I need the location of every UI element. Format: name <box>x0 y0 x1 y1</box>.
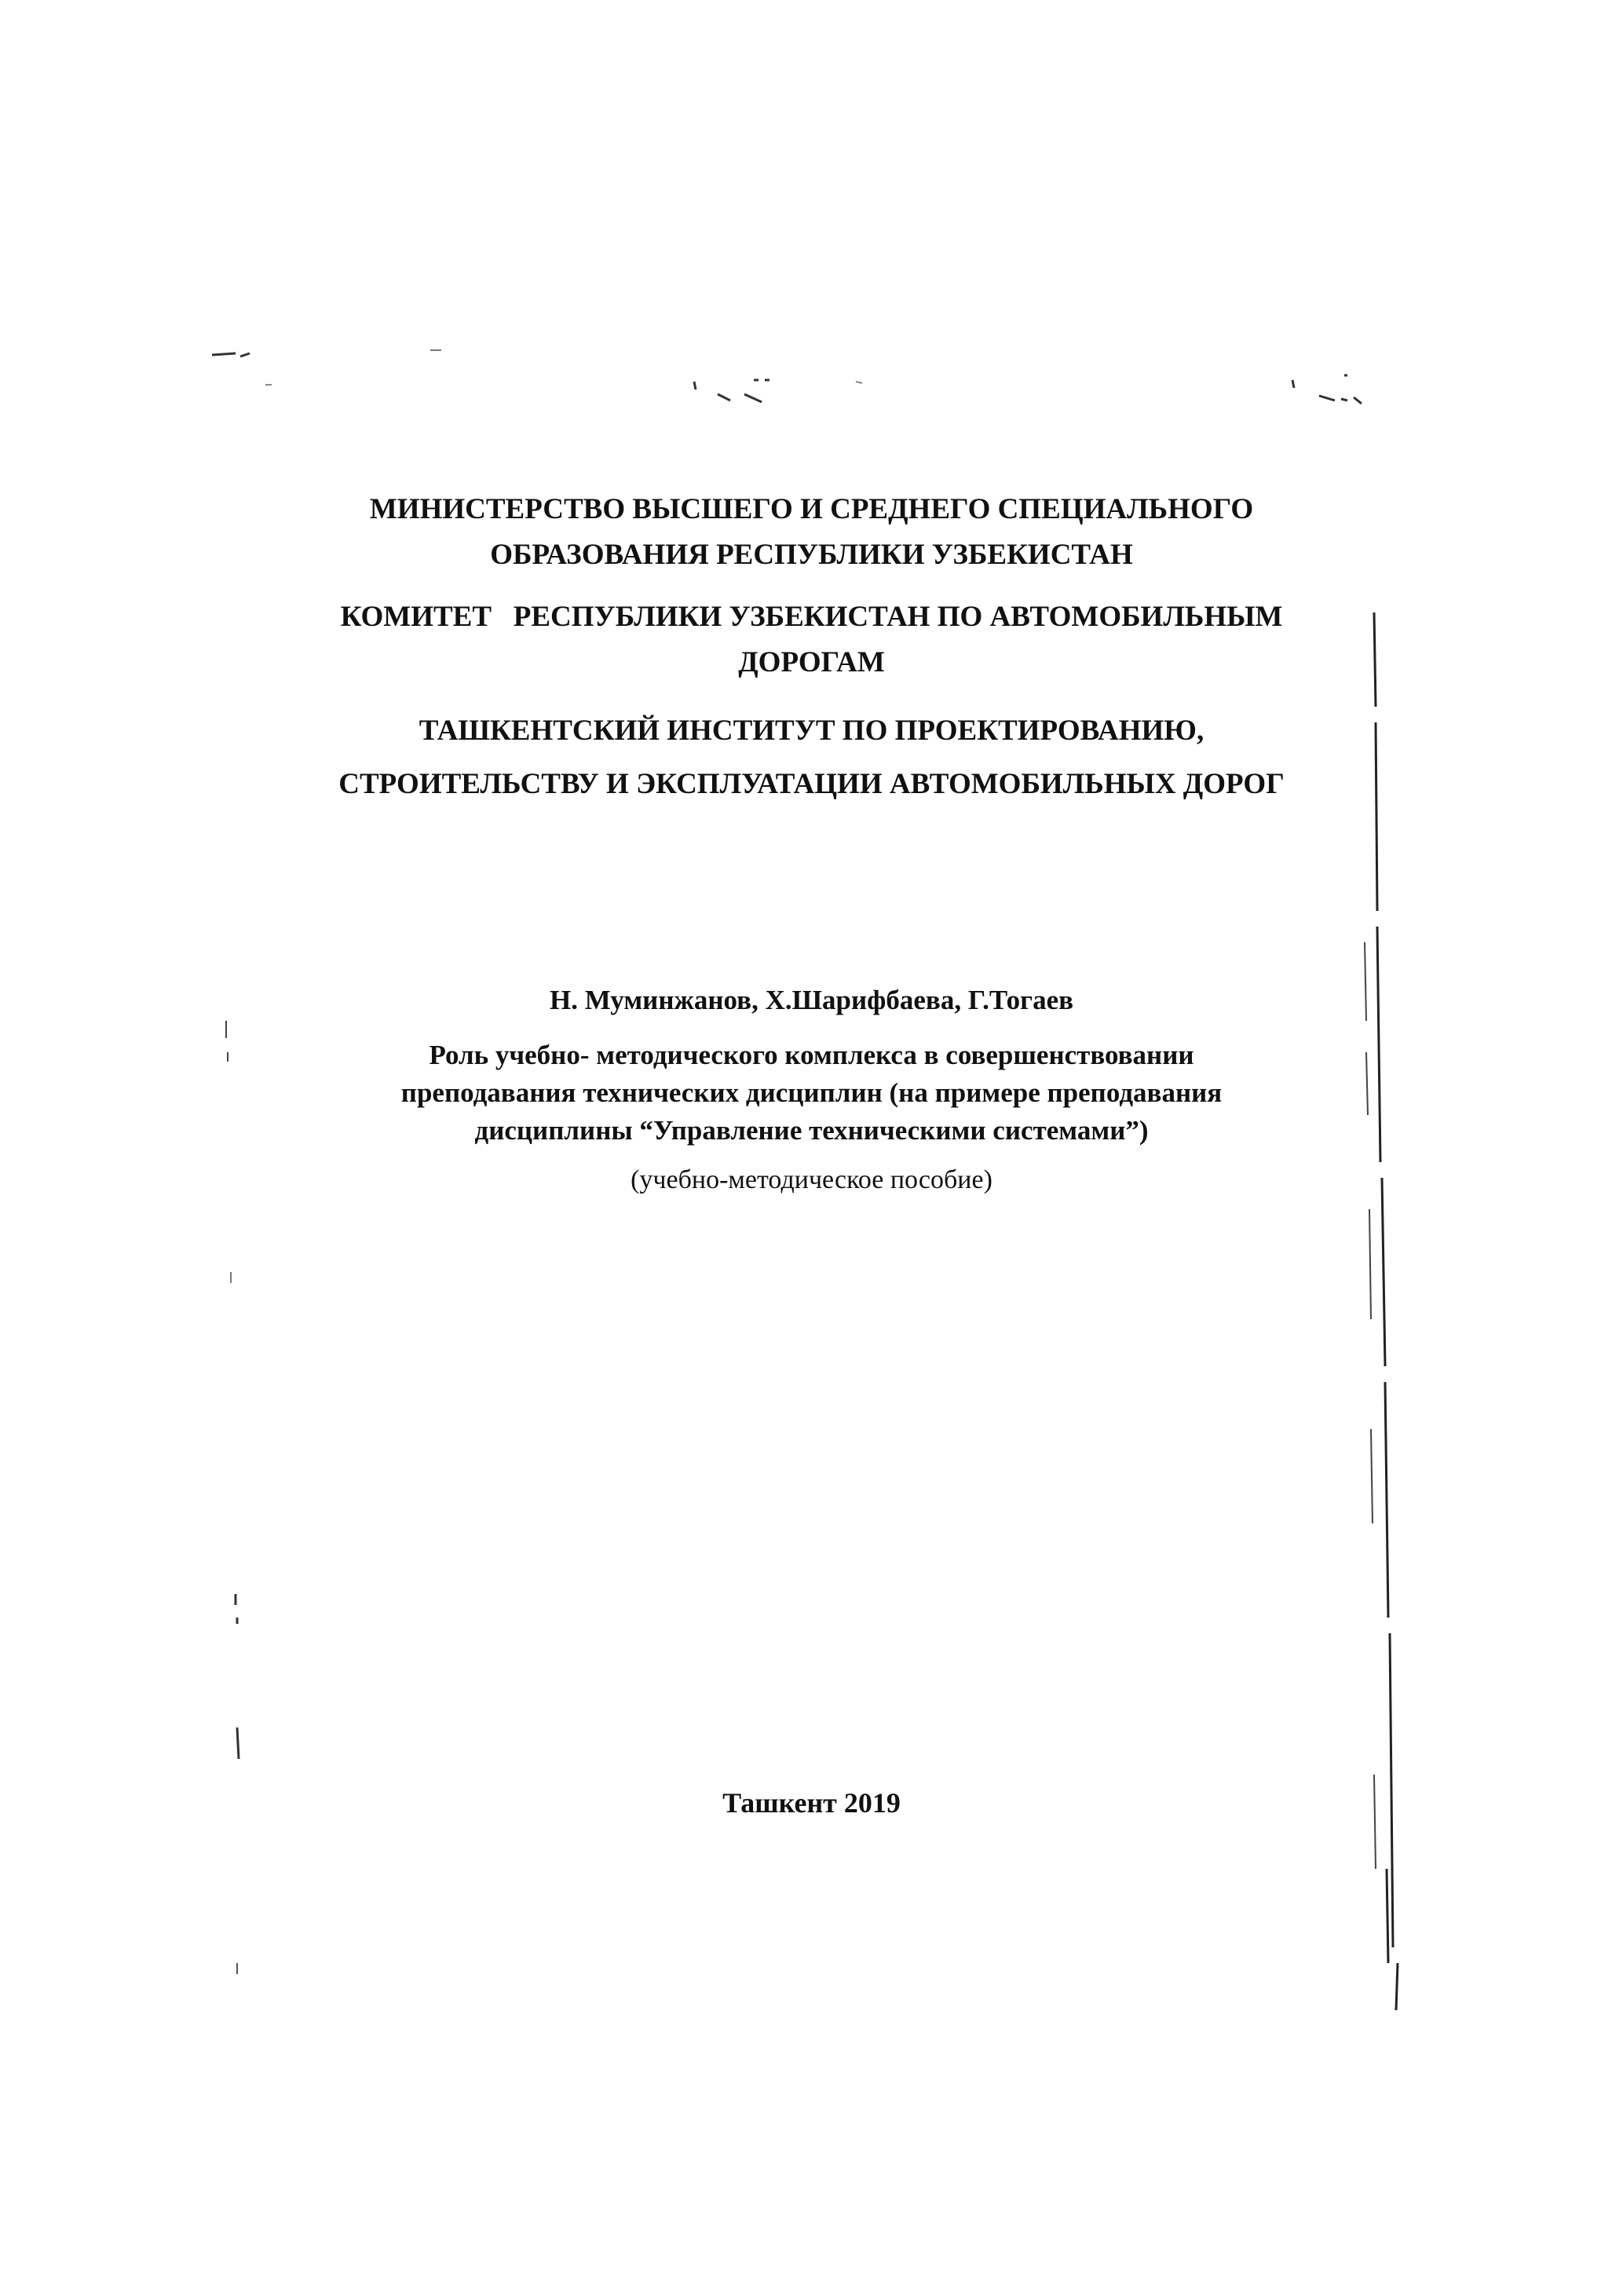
ministry-heading <box>0 487 1623 578</box>
title-line-2: преподавания технических дисциплин (на примере преподавания <box>400 1077 1223 1108</box>
ministry-line-1: МИНИСТЕРСТВО ВЫСШЕГО И СРЕДНЕГО СПЕЦИАЛЬНОГО <box>369 493 1254 525</box>
committee-line-1: КОМИТЕТ РЕСПУБЛИКИ УЗБЕКИСТАН ПО АВТОМОБИЛЬНЫМ <box>340 601 1283 633</box>
document-title <box>0 1036 1623 1150</box>
committee-heading <box>0 594 1623 686</box>
scan-artifacts-top <box>0 0 1623 440</box>
institute-heading <box>0 704 1623 811</box>
committee-line-2: ДОРОГАМ <box>738 646 885 678</box>
scan-edge-right <box>1358 612 1406 2183</box>
title-line-1: Роль учебно- методического комплекса в совершенствовании <box>429 1040 1194 1070</box>
authors: Н. Муминжанов, Х.Шарифбаева, Г.Тогаев <box>550 985 1073 1015</box>
document-subtitle: (учебно-методическое пособие) <box>631 1165 992 1194</box>
city-year: Ташкент 2019 <box>722 1787 901 1819</box>
ministry-line-2: ОБРАЗОВАНИЯ РЕСПУБЛИКИ УЗБЕКИСТАН <box>490 539 1133 571</box>
title-line-3: дисциплины “Управление техническими системами”) <box>474 1115 1149 1146</box>
institute-line-2: СТРОИТЕЛЬСТВУ И ЭКСПЛУАТАЦИИ АВТОМОБИЛЬНЫХ ДОРОГ <box>338 768 1285 800</box>
institute-line-1: ТАШКЕНТСКИЙ ИНСТИТУТ ПО ПРОЕКТИРОВАНИЮ, <box>419 715 1204 747</box>
